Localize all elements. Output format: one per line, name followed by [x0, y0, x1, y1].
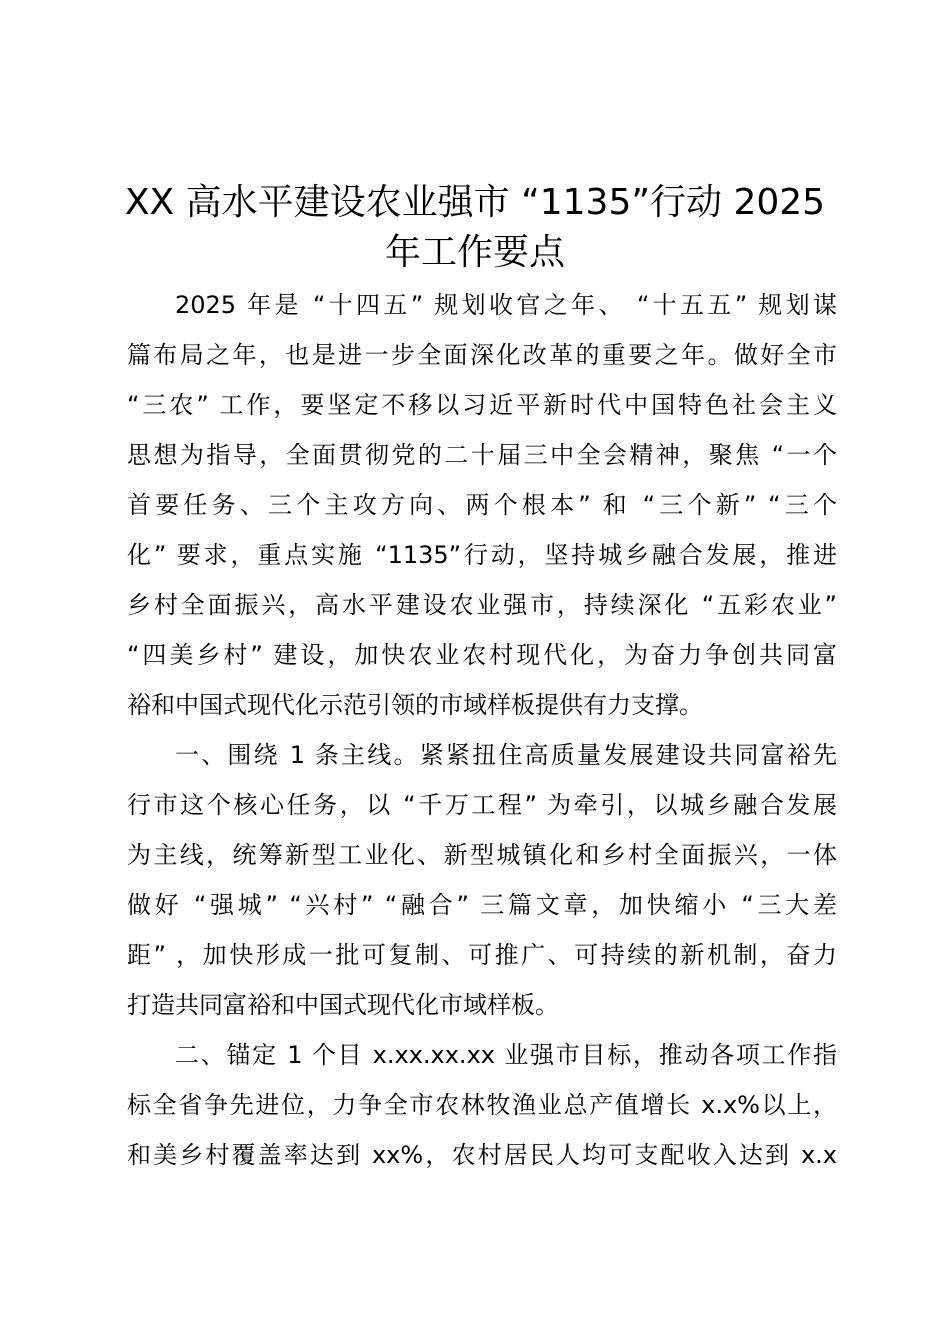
title-line: 年工作要点	[384, 232, 565, 273]
text-line: 行市这个核心任务，以 “千万工程” 为牵引，以城乡融合发展	[127, 791, 837, 819]
text-line: 做好 “强城” “兴村” “融合” 三篇文章，加快缩小 “三大差	[127, 891, 837, 919]
document-body	[127, 280, 837, 1180]
paragraph-section-2	[127, 1030, 837, 1180]
title-line: XX 高水平建设农业强市 “1135”行动 2025	[124, 182, 826, 223]
text-line: “四美乡村” 建设，加快农业农村现代化，为奋力争创共同富	[127, 641, 837, 669]
paragraph-intro	[127, 280, 837, 730]
paragraph-section-1	[127, 730, 837, 1030]
document-title	[100, 178, 850, 278]
text-line: 首要任务、三个主攻方向、两个根本” 和 “三个新” “三个	[127, 491, 837, 519]
text-line: 化” 要求，重点实施 “1135”行动，坚持城乡融合发展，推进	[127, 541, 837, 569]
text-line: 裕和中国式现代化示范引领的市域样板提供有力支撑。	[127, 691, 703, 719]
text-line: 和美乡村覆盖率达到 xx%，农村居民人均可支配收入达到 x.x	[127, 1141, 837, 1169]
text-line: 2025 年是 “十四五” 规划收官之年、 “十五五” 规划谋	[175, 291, 837, 319]
text-line: 二、锚定 1 个目 x.xx.xx.xx 业强市目标，推动各项工作指	[175, 1041, 837, 1069]
text-line: 为主线，统筹新型工业化、新型城镇化和乡村全面振兴，一体	[127, 841, 837, 869]
text-line: 距” ，加快形成一批可复制、可推广、可持续的新机制，奋力	[127, 941, 837, 969]
text-line: 思想为指导，全面贯彻党的二十届三中全会精神，聚焦 “一个	[127, 441, 837, 469]
text-line: 打造共同富裕和中国式现代化市域样板。	[127, 991, 559, 1019]
text-line: 乡村全面振兴，高水平建设农业强市，持续深化 “五彩农业”	[127, 591, 837, 619]
text-line: 标全省争先进位，力争全市农林牧渔业总产值增长 x.x%以上，	[127, 1091, 837, 1119]
text-line: 一、围绕 1 条主线。紧紧扭住高质量发展建设共同富裕先	[175, 741, 837, 769]
text-line: 篇布局之年，也是进一步全面深化改革的重要之年。做好全市	[127, 341, 837, 369]
text-line: “三农” 工作，要坚定不移以习近平新时代中国特色社会主义	[127, 391, 837, 419]
